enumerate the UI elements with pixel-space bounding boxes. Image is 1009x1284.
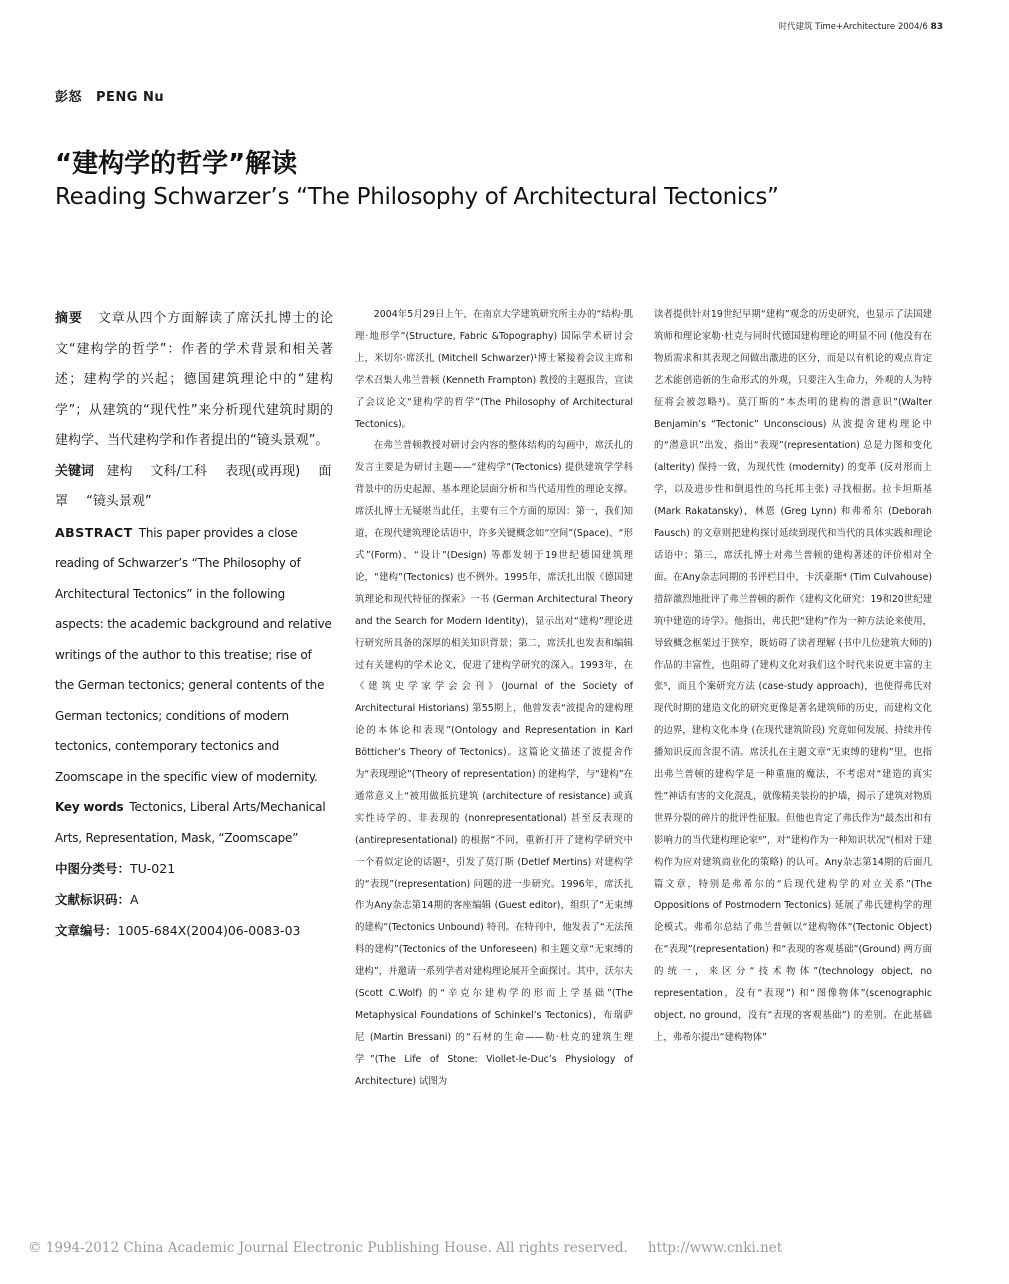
doc-code-label: 文献标识码：: [55, 892, 131, 907]
abstract-zh: [55, 304, 333, 457]
abstract-zh-label: 摘要: [55, 311, 83, 326]
page-number: 83: [930, 22, 943, 32]
doc-code-line: [55, 884, 333, 915]
doc-code-value: A: [130, 892, 139, 907]
abstract-en-text: This paper provides a close reading of Schwarzer’s “The Philosophy of Architectural Tectonics” in the following aspects: the academic background and relative writings of the author to this treatise; rise of the German tectonics; general contents of the German tectonics; conditions of modern tectonics, contemporary tectonics and Zoomscape in the specific view of modernity.: [55, 525, 332, 784]
body-column-2: [654, 304, 932, 1049]
article-no-label: 文章编号：: [55, 923, 118, 938]
keywords-zh-text: 建构 文科/工科 表现(或再现) 面罩 “镜头景观”: [55, 463, 332, 509]
article-no-value: 1005-684X(2004)06-0083-03: [117, 923, 301, 938]
body-column-1: [355, 304, 633, 1093]
author-name-en: PENG Nu: [96, 90, 165, 105]
body-paragraph: 2004年5月29日上午，在南京大学建筑研究所主办的“结构·肌理·地形学”(Structure, Fabric &Topography) 国际学术研讨会上，米切尔·席沃扎 (Mitchell Schwarzer)¹博士紧接着会议主席和学术召集人弗兰普顿 (Kenneth Frampton) 教授的主题报告，宣读了会议论文“建构学的哲学”(The Philosophy of Architectural Tectonics)。: [355, 309, 633, 430]
abstract-en: [55, 518, 333, 793]
abstract-en-label: ABSTRACT: [55, 524, 133, 540]
keywords-zh: [55, 457, 333, 518]
abstract-column: [55, 304, 333, 946]
keywords-en-text: Tectonics, Liberal Arts/Mechanical Arts, Representation, Mask, “Zoomscape”: [55, 800, 326, 845]
keywords-en-label: Key words: [55, 800, 124, 814]
title-zh: “建构学的哲学”解读: [55, 149, 298, 179]
journal-name: 时代建筑 Time+Architecture 2004/6: [778, 22, 928, 32]
author-name-zh: 彭怒: [55, 90, 83, 105]
article-no-line: [55, 915, 333, 946]
keywords-zh-label: 关键词: [55, 463, 95, 479]
classification-value: TU-021: [130, 861, 176, 876]
keywords-en: [55, 792, 333, 853]
body-paragraph: 在弗兰普顿教授对研讨会内容的整体结构的勾画中，席沃扎的发言主要是为研讨主题——“建构学”(Tectonics) 提供建筑学学科背景中的历史起源、基本理论层面分析和当代适用性的理论支撑。席沃扎博士无疑堪当此任，主要有三个方面的原因：第一，我们知道，在现代建筑理论话语中，许多关键概念如“空间”(Space)、“形式”(Form)、“设计”(Design) 等都发轫于19世纪德国建筑理论，“建构”(Tectonics) 也不例外。1995年，席沃扎出版《德国建筑理论和现代特征的探索》一书 (German Architectural Theory and the Search for Modern Identity)，显示出对“建构”理论进行研究所具备的深厚的相关知识背景；第二，席沃扎也发表和编辑过有关建构的学术论文，促进了建构学研究的深入。1993年，在《建筑史学家学会会刊》(Journal of the Society of Architectural Historians) 第55期上，他曾发表“波提舍的建构理论的本体论和表现”(Ontology and Representation in Karl Bötticher’s Theory of Tectonics)。这篇论文描述了波提舍作为“表现理论”(Theory of representation) 的建构学，与“建构”在通常意义上“被用做抵抗建筑 (architecture of resistance) 或真实性诗学的、非表现的 (nonrepresentational) 甚至反表现的 (antirepresentational) 的根据”不同，重新打开了建构学研究中一个看似定论的话题²，引发了莫汀斯 (Detlef Mertins) 对建构学的“表现”(representation) 问题的进一步研究。1996年，席沃扎作为Any杂志第14期的客座编辑 (Guest editor)，组织了“无束缚的建构”(Tectonics Unbound) 特刊。在特刊中，他发表了“无法预料的建构”(Tectonics of the Unforeseen) 和主题文章“无束缚的建构”，并邀请一系列学者对建构理论展开全面探讨。其中，沃尔夫 (Scott C.Wolf) 的“辛克尔建构学的形而上学基础”(The Metaphysical Foundations of Schinkel’s Tectonics)，布瑞萨尼 (Martin Bressani) 的“石材的生命——勒·杜克的建筑生理学”(The Life of Stone: Viollet-le-Duc’s Physiology of Architecture) 试图为: [355, 440, 633, 1087]
copyright-notice: © 1994-2012 China Academic Journal Electronic Publishing House. All rights reserved.: [28, 1240, 628, 1256]
classification-line: [55, 853, 333, 884]
title-en: Reading Schwarzer’s “The Philosophy of Architectural Tectonics”: [55, 184, 779, 210]
running-header: [778, 20, 943, 32]
abstract-zh-text: 文章从四个方面解读了席沃扎博士的论文“建构学的哲学”：作者的学术背景和相关著述；建构学的兴起；德国建筑理论中的“建构学”；从建筑的“现代性”来分析现代建筑时期的建构学、当代建构学和作者提出的“镜头景观”。: [55, 311, 333, 448]
body-paragraph: 读者提供针对19世纪早期“建构”观念的历史研究，也显示了法国建筑师和理论家勒·杜克与同时代德国建构理论的明显不同 (他没有在物质需求和其表现之间做出激进的区分，而是以有机论的观点肯定艺术能创造新的生命形式的外观，只要注入生命力，外观的人为特征将会被忽略³)。莫汀斯的“本杰明的建构的潜意识”(Walter Benjamin’s “Tectonic” Unconscious) 从波提舍建构理论中的“潜意识”出发，指出“表现”(representation) 总是力图和变化 (alterity) 保持一致，为现代性 (modernity) 的变革 (反对形而上学，以及进步性和倒退性的乌托邦主张) 寻找根据。拉卡坦斯基 (Mark Rakatansky)，林恩 (Greg Lynn) 和弗希尔 (Deborah Fausch) 的文章则把建构探讨延续到现代和当代的具体实践和理论话语中；第三，席沃扎博士对弗兰普顿的建构著述的评价相对全面。在Any杂志同期的书评栏目中，卡沃豪斯⁴ (Tim Culvahouse) 措辞激烈地批评了弗兰普顿的新作《建构文化研究：19和20世纪建筑中建造的诗学》。他指出，弗氏把“建构”作为一种方法论来使用，导致概念框架过于狭窄，既妨碍了读者理解 (书中几位建筑大师的) 作品的丰富性，也阻碍了建构文化对我们这个时代来说更丰富的主张⁵，而且个案研究方法 (case-study approach)，也使得弗氏对现代时期的建造文化的研究更像是著名建筑师的历史，而建构文化的边界，建构文化本身 (在现代建筑阶段) 究竟如何发展、持续并传播知识反而含混不清。席沃扎在主题文章“无束缚的建构”里，也指出弗兰普顿的建构学是一种重施的魔法，不考虑对“建造的真实性”神话有害的文化混乱，就像精美装扮的护墙，揭示了建筑对物质世界分裂的碎片的批评性征服。但他也肯定了弗氏作为“最杰出和有影响力的当代建构理论家⁶”，对“建构作为一种知识状况”(相对于建构作为应对建筑商业化的策略) 的认可。Any杂志第14期的后面几篇文章，特别是弗希尔的“后现代建构学的对立关系”(The Oppositions of Postmodern Tectonics) 延展了弗氏建构学的理论模式。弗希尔总结了弗兰普顿以“建构物体”(Tectonic Object) 在“表现”(representation) 和“表现的客观基础”(Ground) 两方面的统一，来区分“技术物体”(technology object, no representation，没有“表现”) 和“图像物体”(scenographic object, no ground，没有“表现的客观基础”) 的差别。在此基础上，弗希尔提出“建构物体”: [654, 309, 932, 1043]
classification-label: 中图分类号：: [55, 861, 131, 876]
author-line: [55, 86, 164, 105]
footer: [28, 1240, 782, 1256]
footer-url: http://www.cnki.net: [647, 1240, 783, 1256]
